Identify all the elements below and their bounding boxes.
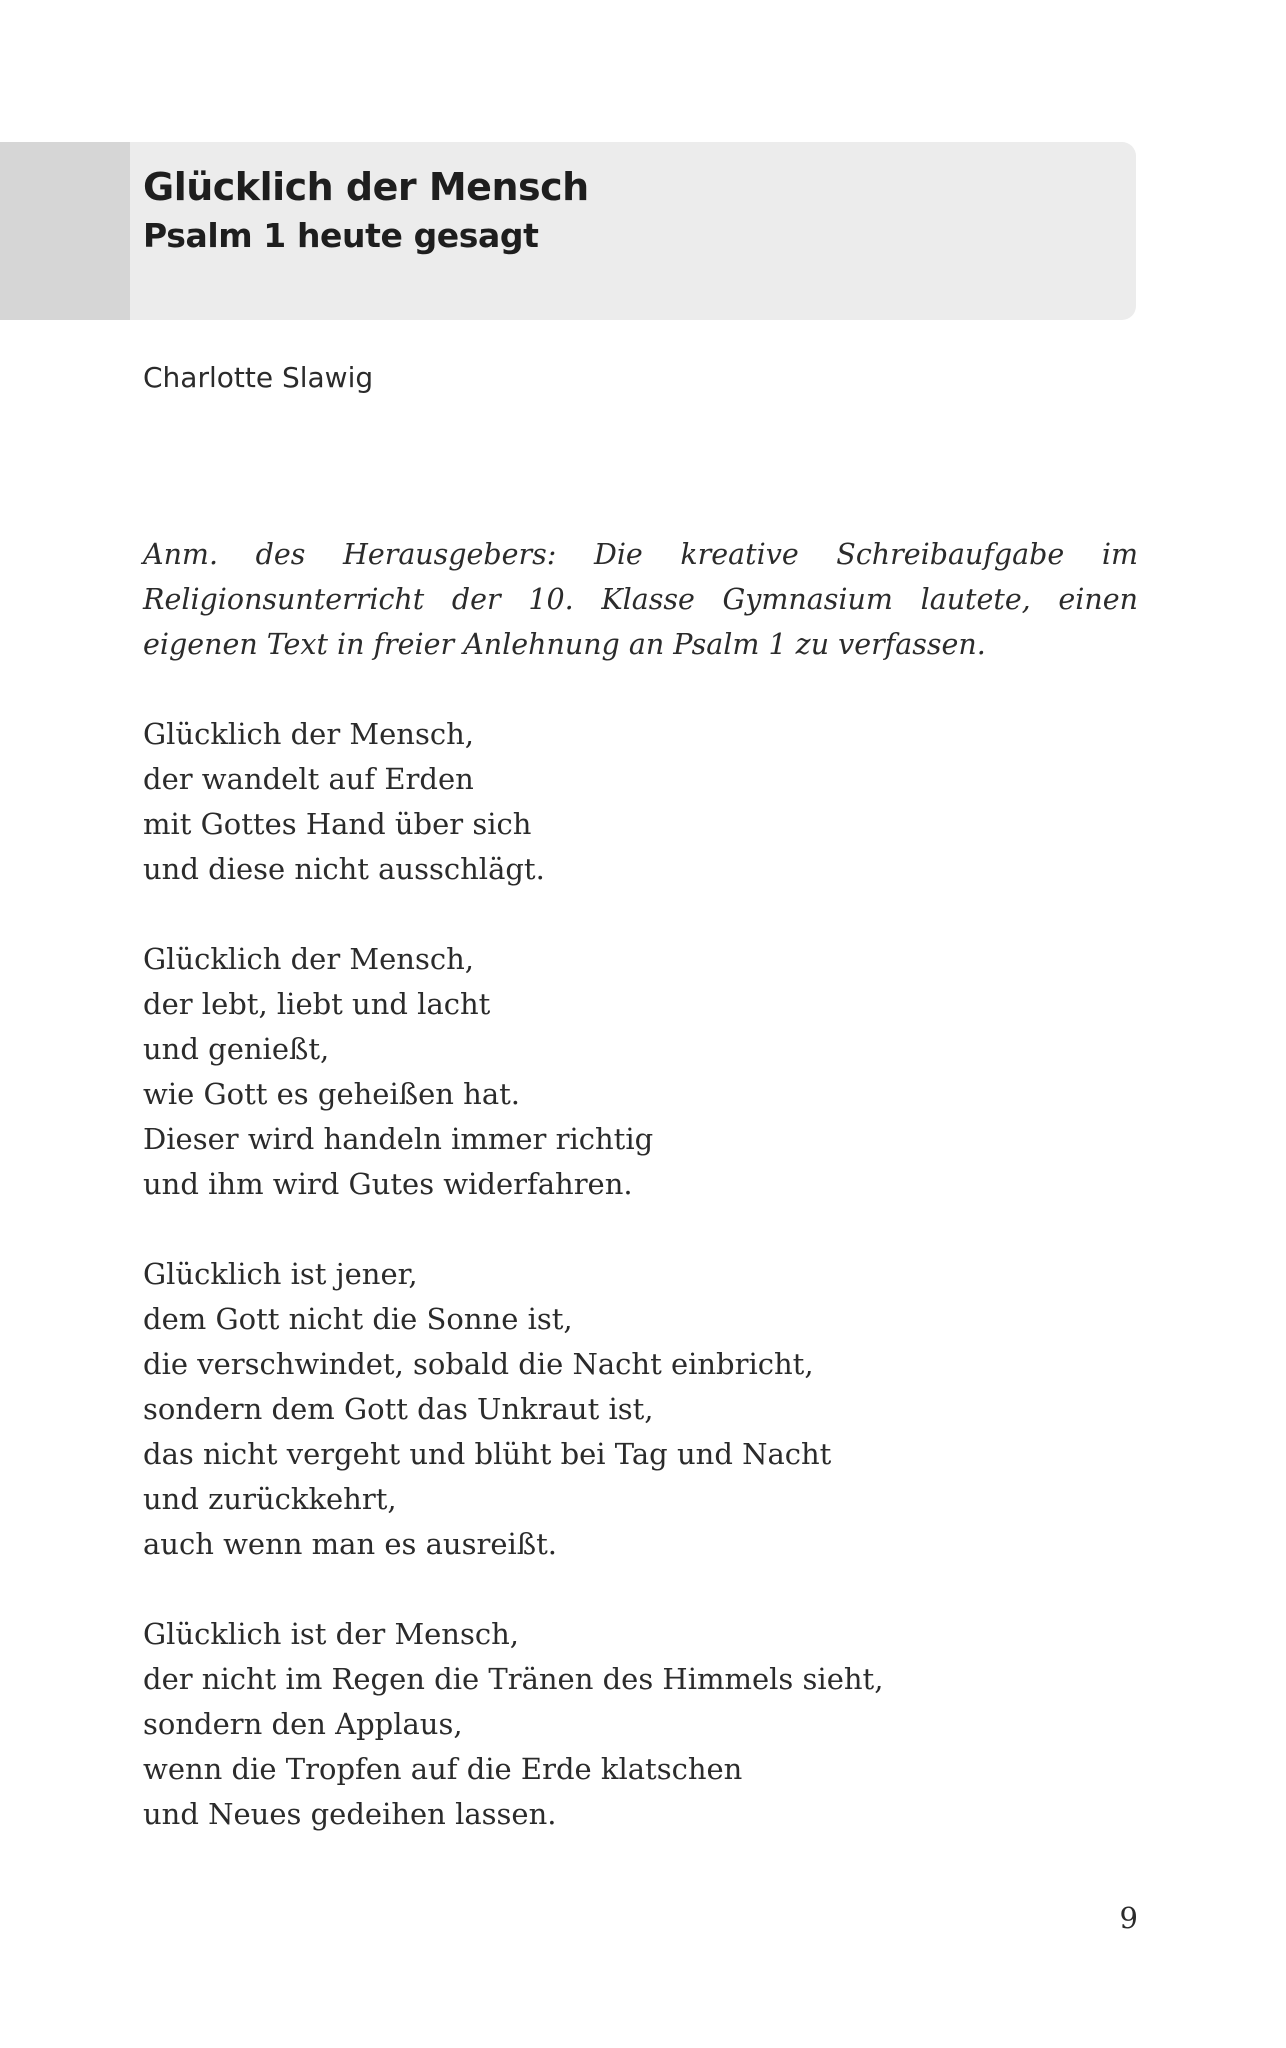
poem-line: der nicht im Regen die Tränen des Himmels sieht, [143, 1662, 884, 1696]
editor-note: Anm. des Herausgebers: Die kreative Schreibaufgabe im Religionsunterricht der 10. Klasse Gymnasium lautete, einen eigenen Text in freier Anlehnung an Psalm 1 zu verfassen. [143, 538, 1138, 661]
poem-line: dem Gott nicht die Sonne ist, [143, 1302, 573, 1336]
poem-line: mit Gottes Hand über sich [143, 807, 532, 841]
stanza-1 [143, 712, 1138, 892]
poem-line: Dieser wird handeln immer richtig [143, 1122, 654, 1156]
poem-line: und Neues gedeihen lassen. [143, 1797, 557, 1831]
stanza-3 [143, 1252, 1138, 1567]
stanza-2 [143, 937, 1138, 1207]
poem-line: Glücklich der Mensch, [143, 717, 474, 751]
page-title: Glücklich der Mensch [143, 165, 589, 209]
poem-line: der wandelt auf Erden [143, 762, 474, 796]
poem-line: und ihm wird Gutes widerfahren. [143, 1167, 633, 1201]
poem-line: auch wenn man es ausreißt. [143, 1527, 558, 1561]
poem-line: sondern den Applaus, [143, 1707, 463, 1741]
poem-line: Glücklich ist jener, [143, 1257, 418, 1291]
poem-line: das nicht vergeht und blüht bei Tag und Nacht [143, 1437, 832, 1471]
poem-line: wie Gott es geheißen hat. [143, 1077, 520, 1111]
poem-line: und diese nicht ausschlägt. [143, 852, 545, 886]
stanza-4 [143, 1612, 1138, 1837]
poem-line: Glücklich der Mensch, [143, 942, 474, 976]
poem-line: die verschwindet, sobald die Nacht einbricht, [143, 1347, 814, 1381]
page-number: 9 [1119, 1901, 1138, 1935]
poem-line: der lebt, liebt und lacht [143, 987, 491, 1021]
author-name: Charlotte Slawig [143, 361, 374, 394]
poem-line: sondern dem Gott das Unkraut ist, [143, 1392, 654, 1426]
poem-line: Glücklich ist der Mensch, [143, 1617, 520, 1651]
page-subtitle: Psalm 1 heute gesagt [143, 216, 539, 255]
poem-line: und zurückkehrt, [143, 1482, 397, 1516]
poem [143, 712, 1138, 1882]
header-tab-marker [0, 142, 130, 320]
poem-line: wenn die Tropfen auf die Erde klatschen [143, 1752, 743, 1786]
poem-line: und genießt, [143, 1032, 330, 1066]
